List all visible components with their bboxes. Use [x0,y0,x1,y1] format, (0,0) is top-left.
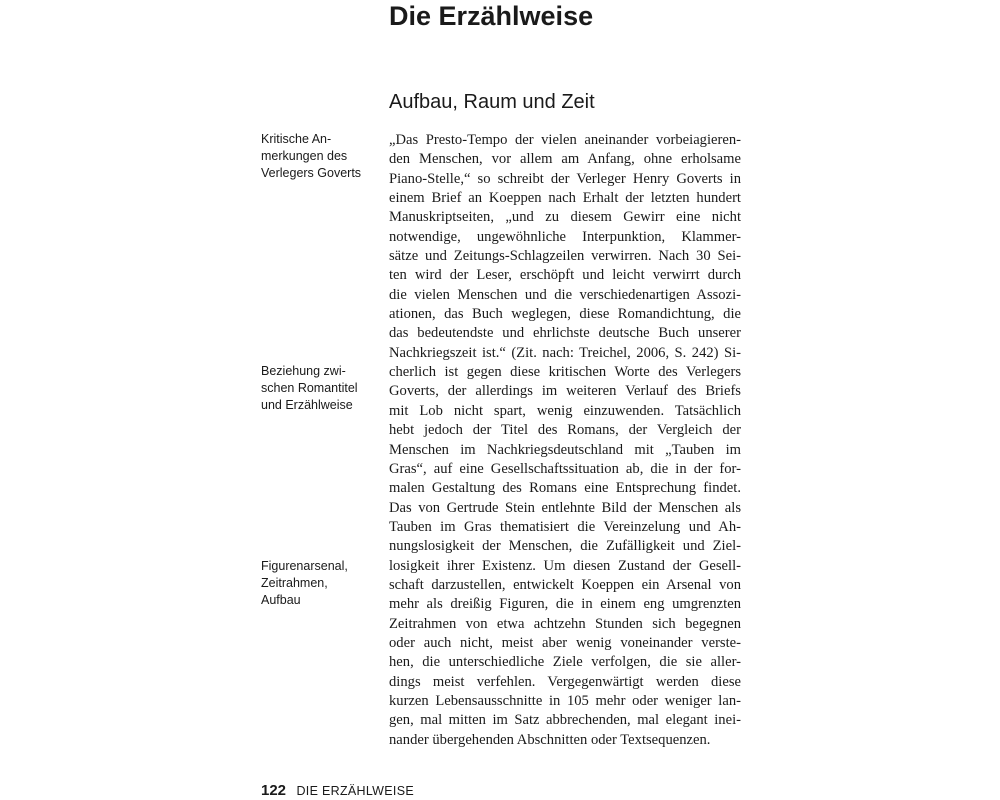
page-footer [261,782,414,800]
body-line: hebt jedoch der Titel des Romans, der Vergleich der [389,422,741,439]
body-line: ationen, das Buch weglegen, diese Romandichtung, die [389,306,741,323]
page-number: 122 [261,782,287,799]
running-head: DIE ERZÄHLWEISE [296,784,414,798]
body-line: cherlich ist gegen diese kritischen Worte des Verlegers [389,364,741,381]
body-line: „Das Presto-Tempo der vielen aneinander vorbeiagieren- [389,132,741,148]
margin-note-line: Aufbau [261,593,301,607]
body-line: das bedeutendste und ehrlichste deutsche Buch unserer [389,325,741,342]
body-line: Manuskriptseiten, „und zu diesem Gewirr eine nicht [389,209,741,226]
chapter-title: Die Erzählweise [389,1,594,31]
body-line: Das von Gertrude Stein entlehnte Bild der Menschen als [389,499,741,516]
body-line: Goverts, der allerdings im weiteren Verlauf des Briefs [389,383,741,400]
margin-note-line: Figurenarsenal, [261,559,348,573]
body-line: malen Gestaltung des Romans eine Entsprechung findet. [389,480,741,497]
body-line: Nachkriegszeit ist.“ (Zit. nach: Treichel, 2006, S. 242) Si- [389,344,741,361]
body-line: nander übergehenden Abschnitten oder Textsequenzen. [389,731,711,748]
body-paragraph [389,131,741,750]
body-line: mit Lob nicht spart, wenig einzuwenden. Tatsächlich [389,402,741,419]
body-line: dings meist verfehlen. Vergegenwärtigt werden diese [389,673,741,690]
margin-note-line: merkungen des [261,149,348,163]
body-line: hen, die unterschiedliche Ziele verfolgen, die sie aller- [389,654,741,671]
body-line: Tauben im Gras thematisiert die Vereinzelung und Ah- [389,518,741,535]
margin-note-line: und Erzählweise [261,398,353,412]
section-title: Aufbau, Raum und Zeit [389,91,595,113]
body-line: losigkeit ihrer Existenz. Um diesen Zustand der Gesell- [389,557,741,574]
body-line: gen, mal mitten im Satz abbrechenden, mal elegant inei- [389,712,741,729]
body-line: die vielen Menschen und die verschiedenartigen Assozi- [389,286,741,303]
body-line: mehr als dreißig Figuren, die in einem eng umgrenzten [389,596,741,613]
body-line: notwendige, ungewöhnliche Interpunktion, Klammer- [389,228,741,245]
margin-note-line: Verlegers Goverts [261,166,362,180]
body-line: Menschen im Nachkriegsdeutschland mit „Tauben im [389,441,741,458]
body-line: nungslosigkeit der Menschen, die Zufälligkeit und Ziel- [389,538,741,555]
body-line: einem Brief an Koeppen nach Erhalt der letzten hundert [389,190,741,207]
margin-note-figures [261,558,381,609]
body-line: ten wird der Leser, erschöpft und leicht verwirrt durch [389,267,741,284]
body-line: Piano-Stelle,“ so schreibt der Verleger Henry Goverts in [389,170,741,187]
margin-note-line: Kritische An- [261,132,332,146]
margin-note-line: Beziehung zwi- [261,364,346,378]
body-line: oder auch nicht, meist aber wenig voneinander verste- [389,634,741,651]
body-line: den Menschen, vor allem am Anfang, ohne erholsame [389,151,741,168]
body-line: Gras“, auf eine Gesellschaftssituation ab, die in der for- [389,460,741,477]
body-line: kurzen Lebensausschnitte in 105 mehr oder weniger lan- [389,692,741,709]
margin-note-line: schen Romantitel [261,381,358,395]
margin-note-line: Zeitrahmen, [261,576,328,590]
margin-note-title-relation [261,363,381,414]
body-line: schaft darzustellen, entwickelt Koeppen ein Arsenal von [389,576,741,593]
body-line: sätze und Zeitungs-Schlagzeilen verwirren. Nach 30 Sei- [389,248,741,265]
margin-note-goverts [261,131,381,182]
body-line: Zeitrahmen von etwa achtzehn Stunden sich begegnen [389,615,741,632]
